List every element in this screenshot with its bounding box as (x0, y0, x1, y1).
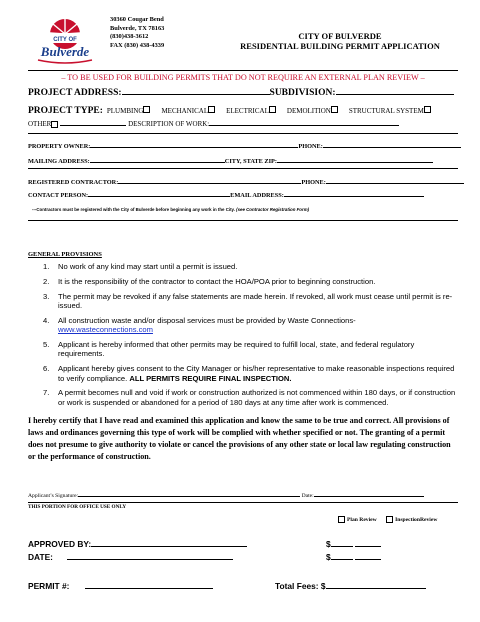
svg-text:Bulverde: Bulverde (40, 44, 90, 59)
provision-item: 7. A permit becomes null and void if work or construction authorized is not commenced within 180 days, or if construction or work is suspended or abandoned for a period of 180 days at any time after work is commenced. (43, 388, 456, 407)
permit-row: PERMIT #: (28, 581, 213, 591)
certification-statement: I hereby certify that I have read and examined this application and know the same to be true and correct. All provisions of laws and ordinances governing this type of work will be complied with whether specified or not. The granting of a permit does not presume to give authority to violate or cancel the provisions of any other state or local law regulating construction or the performance of construction. (28, 416, 451, 462)
contractor-row: REGISTERED CONTRACTOR: PHONE: (28, 177, 464, 186)
owner-phone-field[interactable] (323, 141, 461, 148)
provision-item: 6. Applicant hereby gives consent to the City Manager or his/her representative to make reasonable inspections required to verify compliance. ALL PERMITS REQUIRE FINAL INSPECTION. (43, 364, 455, 383)
total-fees-row: Total Fees: $ (275, 581, 426, 591)
fee-field[interactable] (355, 539, 381, 547)
svg-text:CITY OF: CITY OF (53, 37, 77, 43)
plan-review-checkbox[interactable] (338, 516, 345, 523)
project-type-label: PROJECT TYPE: (28, 106, 103, 116)
signature-row: Applicant’s Signature: Date: (28, 489, 424, 499)
email-field[interactable] (284, 190, 424, 197)
header-rule (28, 70, 458, 71)
provision-item: 2. It is the responsibility of the contractor to contact the HOA/POA prior to beginning construction. (43, 276, 376, 286)
mailing-row: MAILING ADDRESS: CITY, STATE ZIP: (28, 156, 433, 165)
city-address: 30360 Cougar Bend Bulverde, TX 78163 (830)438-3612 FAX (830) 438-4339 (110, 16, 165, 49)
other-row: OTHER DESCRIPTION OF WORK: (28, 117, 399, 128)
plan-review-notice: – TO BE USED FOR BUILDING PERMITS THAT DO NOT REQUIRE AN EXTERNAL PLAN REVIEW – (61, 73, 425, 82)
inspection-review-checkbox[interactable] (386, 516, 393, 523)
permit-number-field[interactable] (85, 581, 213, 589)
contact-person-field[interactable] (88, 190, 230, 197)
other-field[interactable] (60, 117, 126, 126)
contractor-phone-field[interactable] (326, 177, 464, 184)
contractor-registration-note: ---Contractors must be registered with the City of Bulverde before beginning any work in the City. (see Contractor Registration Form) (32, 207, 310, 212)
date-row: DATE: (28, 552, 233, 562)
mechanical-checkbox[interactable] (208, 106, 215, 113)
plumbing-checkbox[interactable] (143, 106, 150, 113)
fee-row-1: $ (326, 539, 381, 549)
total-fees-field[interactable] (326, 581, 426, 589)
divider (28, 220, 458, 221)
review-options: Plan Review InspectionReview (338, 516, 437, 523)
property-owner-field[interactable] (90, 141, 298, 148)
contractor-field[interactable] (118, 177, 301, 184)
approved-row: APPROVED BY: (28, 539, 247, 549)
demolition-checkbox[interactable] (331, 106, 338, 113)
divider (28, 502, 458, 503)
approved-by-field[interactable] (91, 539, 247, 547)
waste-connections-link[interactable]: www.wasteconnections.com (58, 325, 153, 335)
owner-row: PROPERTY OWNER: PHONE: (28, 141, 461, 150)
provisions-list (28, 262, 458, 407)
provision-item: 4. All construction waste and/or disposal services must be provided by Waste Connections- www.wasteconnections.com (43, 315, 356, 335)
provision-item: 3. The permit may be revoked if any false statements are made herein. If revoked, all work must cease until permit is re-issued. (43, 291, 453, 310)
structural-checkbox[interactable] (424, 106, 431, 113)
applicant-signature-field[interactable] (78, 489, 300, 497)
project-address-row (28, 86, 454, 98)
provisions-title: GENERAL PROVISIONS (28, 251, 102, 258)
provision-item: 1. No work of any kind may start until a permit is issued. (43, 262, 238, 271)
fee-field[interactable] (331, 539, 353, 547)
other-checkbox[interactable] (51, 121, 58, 128)
office-use-title: THIS PORTION FOR OFFICE USE ONLY (28, 504, 127, 510)
divider (28, 133, 458, 134)
form-title: CITY OF BULVERDE RESIDENTIAL BUILDING PERMIT APPLICATION (240, 31, 440, 51)
mailing-address-field[interactable] (90, 156, 225, 163)
subdivision-label: SUBDIVISION: (269, 88, 336, 98)
general-provisions (28, 251, 458, 413)
project-type-row: PROJECT TYPE: PLUMBING MECHANICAL ELECTRICAL DEMOLITION STRUCTURAL SYSTEM (28, 100, 433, 118)
fee-field[interactable] (331, 552, 353, 560)
signature-date-field[interactable] (314, 489, 424, 497)
subdivision-field[interactable] (336, 86, 454, 95)
city-state-zip-field[interactable] (277, 156, 433, 163)
project-address-field[interactable] (122, 86, 270, 95)
electrical-checkbox[interactable] (269, 106, 276, 113)
description-field[interactable] (209, 117, 399, 126)
provision-item: 5. Applicant is hereby informed that other permits may be required to fulfill local, state, and federal regulatory requirements. (43, 340, 415, 359)
fee-row-2: $ (326, 552, 381, 562)
contact-row: CONTACT PERSON: EMAIL ADDRESS: (28, 190, 424, 199)
fee-field[interactable] (355, 552, 381, 560)
approval-date-field[interactable] (67, 552, 233, 560)
city-logo (28, 16, 102, 66)
project-address-label: PROJECT ADDRESS: (28, 88, 122, 98)
divider (28, 168, 458, 169)
